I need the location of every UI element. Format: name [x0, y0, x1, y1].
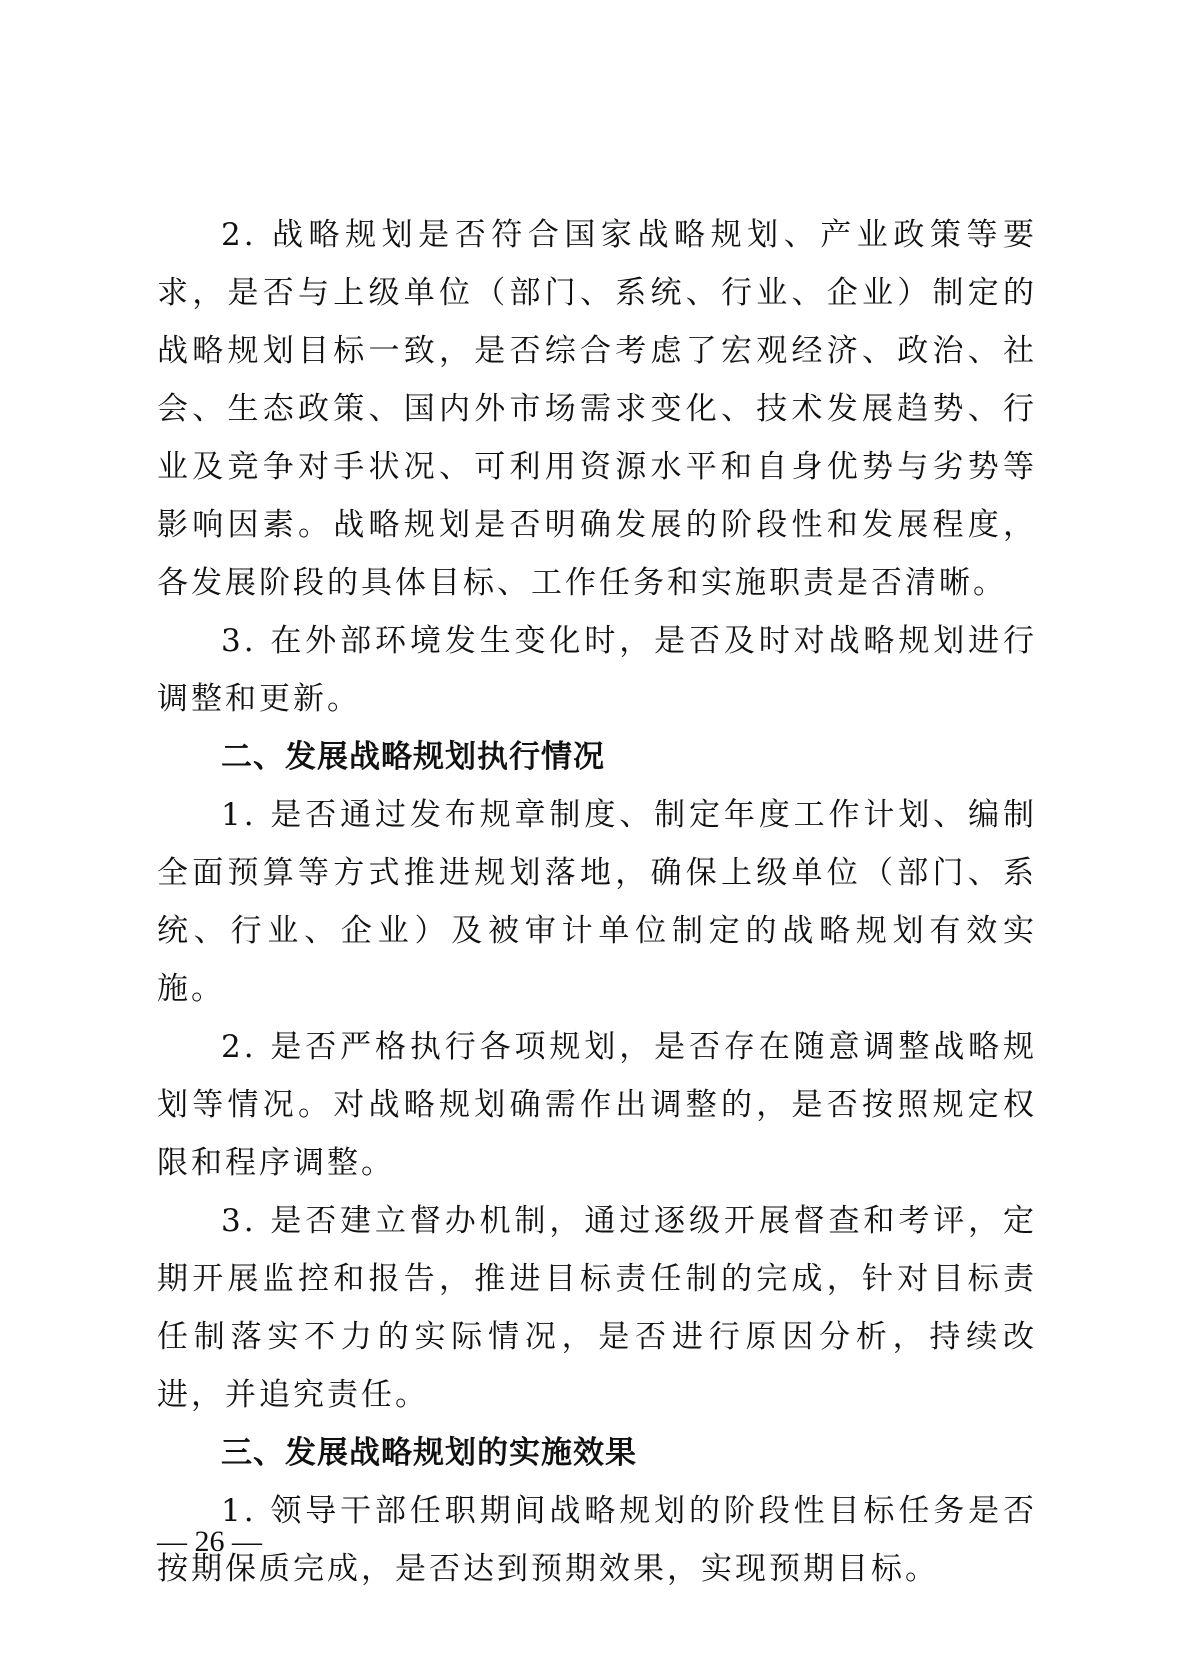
- paragraph-goal-completion: 1. 领导干部任职期间战略规划的阶段性目标任务是否按期保质完成，是否达到预期效果，实现预期目标。: [157, 1493, 1037, 1587]
- paragraph-supervision-mechanism: 3. 是否建立督办机制，通过逐级开展督查和考评，定期开展监控和报告，推进目标责任制的完成，针对目标责任制落实不力的实际情况，是否进行原因分析，持续改进，并追究责任。: [157, 1203, 1037, 1413]
- paragraph-implementation-methods: 1. 是否通过发布规章制度、制定年度工作计划、编制全面预算等方式推进规划落地，确保上级单位（部门、系统、行业、企业）及被审计单位制定的战略规划有效实施。: [157, 797, 1037, 1007]
- paragraph-strict-execution: 2. 是否严格执行各项规划，是否存在随意调整战略规划等情况。对战略规划确需作出调整的，是否按照规定权限和程序调整。: [157, 1029, 1037, 1181]
- section-heading-execution: 二、发展战略规划执行情况: [221, 739, 605, 775]
- paragraph-timely-adjustment: 3. 在外部环境发生变化时，是否及时对战略规划进行调整和更新。: [157, 623, 1037, 717]
- paragraph-strategy-compliance: 2. 战略规划是否符合国家战略规划、产业政策等要求，是否与上级单位（部门、系统、行业、企业）制定的战略规划目标一致，是否综合考虑了宏观经济、政治、社会、生态政策、国内外市场需求变化、技术发展趋势、行业及竞争对手状况、可利用资源水平和自身优势与劣势等影响因素。战略规划是否明确发展的阶段性和发展程度，各发展阶段的具体目标、工作任务和实施职责是否清晰。: [157, 217, 1037, 601]
- page-number: — 26 —: [157, 1525, 262, 1558]
- document-body: [157, 206, 1037, 1598]
- section-heading-effects: 三、发展战略规划的实施效果: [221, 1435, 637, 1471]
